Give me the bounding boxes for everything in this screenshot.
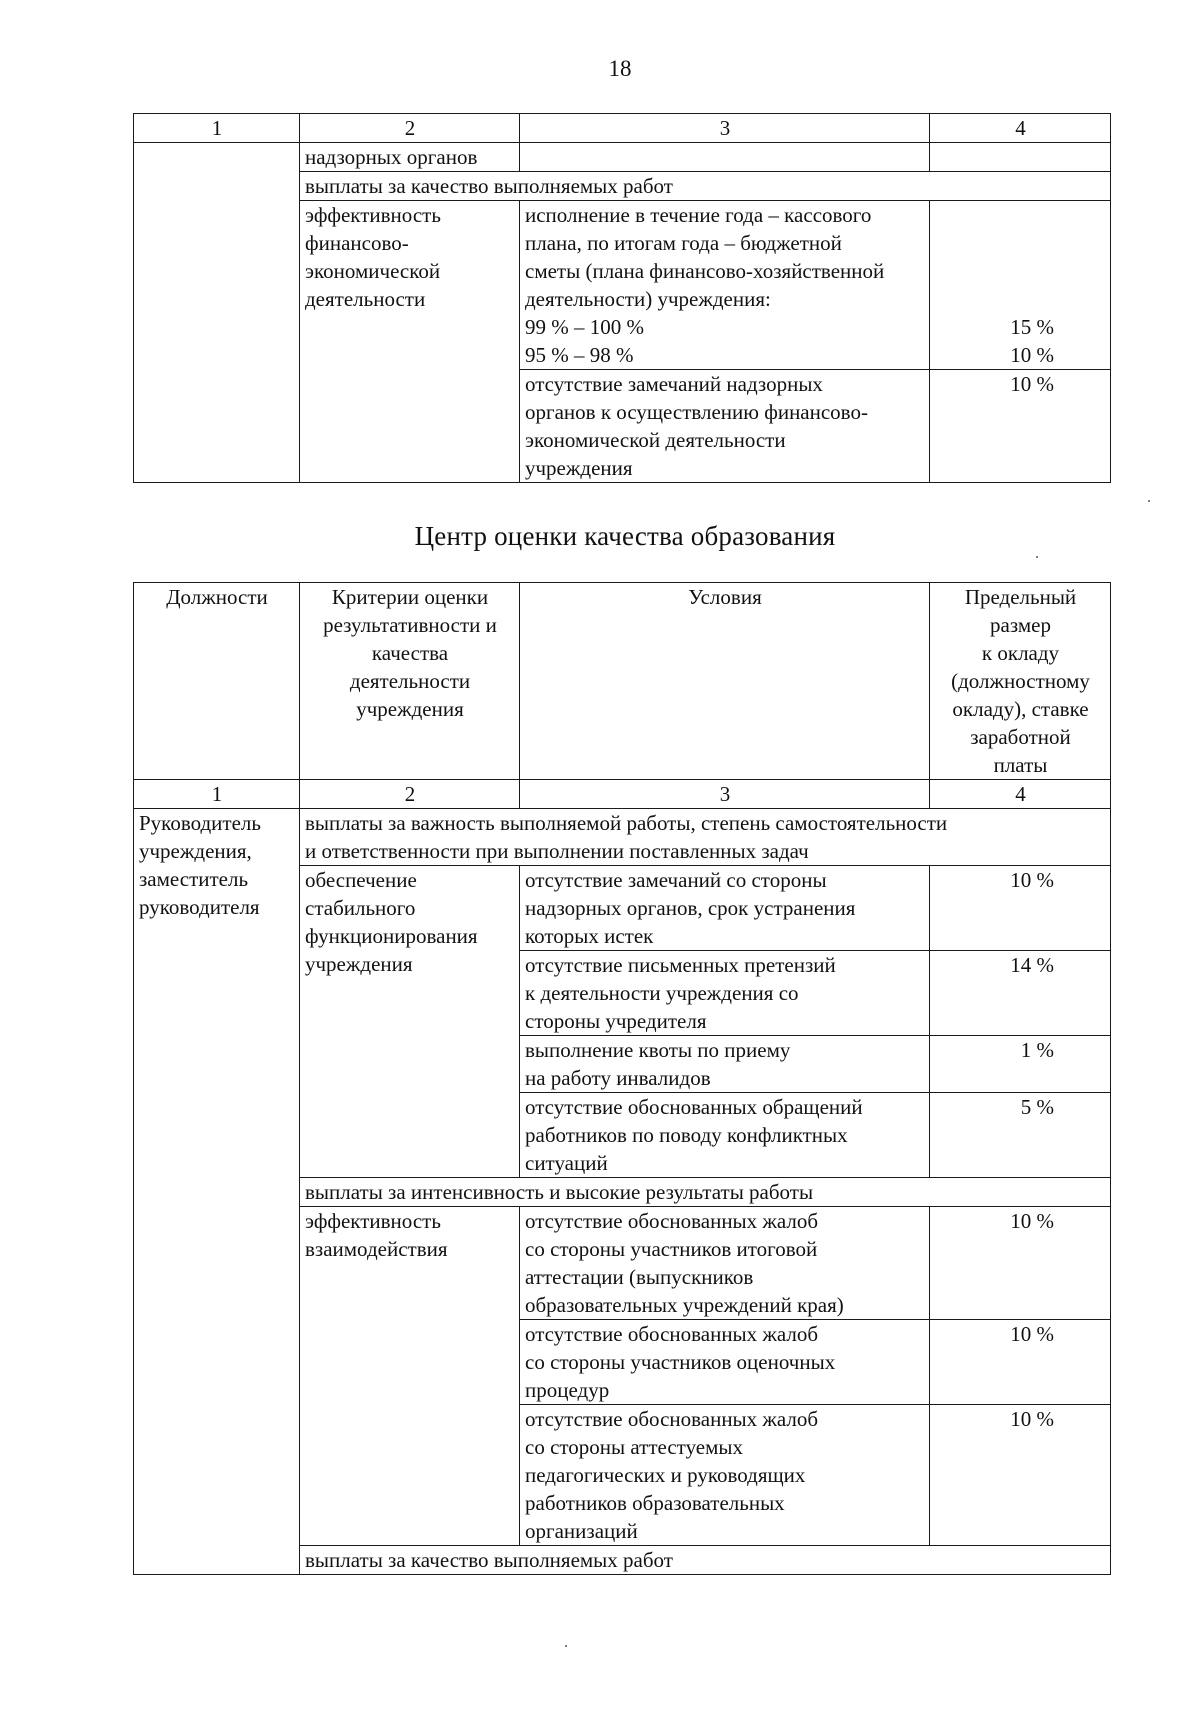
scan-speck	[1148, 500, 1150, 502]
scan-speck	[565, 1645, 567, 1647]
header-criteria: Критерии оценки результативности и качества деятельности учреждения	[300, 583, 520, 780]
condition-cell: исполнение в течение года – кассового плана, по итогам года – бюджетной сметы (плана финансово-хозяйственной деятельности) учреждения: 99 % – 100 % 95 % – 98 %	[520, 201, 930, 370]
column-number-row	[134, 780, 1111, 809]
column-number: 2	[300, 780, 520, 809]
group-title: выплаты за качество выполняемых работ	[300, 1546, 1111, 1575]
group-title: выплаты за важность выполняемой работы, степень самостоятельности и ответственности при выполнении поставленных задач	[300, 809, 1111, 866]
value-cell: 10 %	[930, 370, 1111, 483]
section-title: Центр оценки качества образования	[414, 521, 836, 551]
continuation-table	[133, 113, 1111, 483]
value-cell: 14 %	[930, 951, 1111, 1036]
criteria-cell: эффективность взаимодействия	[300, 1207, 520, 1546]
condition-cell: отсутствие обоснованных жалоб со стороны участников итоговой аттестации (выпускников образовательных учреждений края)	[520, 1207, 930, 1320]
criteria-table	[133, 582, 1111, 1575]
header-conditions: Условия	[520, 583, 930, 780]
value-cell: 15 % 10 %	[930, 201, 1111, 370]
condition-cell: отсутствие обоснованных жалоб со стороны участников оценочных процедур	[520, 1320, 930, 1405]
condition-cell: отсутствие обоснованных жалоб со стороны аттестуемых педагогических и руководящих работников образовательных организаций	[520, 1405, 930, 1546]
column-number: 1	[134, 780, 300, 809]
value-cell: 10 %	[930, 1207, 1111, 1320]
condition-cell: отсутствие замечаний со стороны надзорных органов, срок устранения которых истек	[520, 866, 930, 951]
column-number-row	[134, 114, 1111, 143]
value-cell: 10 %	[930, 866, 1111, 951]
criteria-cell: обеспечение стабильного функционирования учреждения	[300, 866, 520, 1178]
value-cell: 10 %	[930, 1320, 1111, 1405]
condition-cell: отсутствие письменных претензий к деятельности учреждения со стороны учредителя	[520, 951, 930, 1036]
column-number: 4	[930, 114, 1111, 143]
criteria-cell: эффективность финансово- экономической деятельности	[300, 201, 520, 483]
value-cell: 1 %	[930, 1036, 1111, 1093]
position-cell: Руководитель учреждения, заместитель руководителя	[134, 809, 300, 1575]
condition-cell-empty	[520, 143, 930, 172]
value-cell: 5 %	[930, 1093, 1111, 1178]
scan-speck	[1036, 556, 1038, 558]
condition-cell: отсутствие замечаний надзорных органов к осуществлению финансово- экономической деятельности учреждения	[520, 370, 930, 483]
column-number: 2	[300, 114, 520, 143]
header-row	[134, 583, 1111, 780]
condition-cell: отсутствие обоснованных обращений работников по поводу конфликтных ситуаций	[520, 1093, 930, 1178]
value-cell: 10 %	[930, 1405, 1111, 1546]
group-title: выплаты за интенсивность и высокие результаты работы	[300, 1178, 1111, 1207]
header-max-size: Предельный размер к окладу (должностному окладу), ставке заработной платы	[930, 583, 1111, 780]
criteria-cell: надзорных органов	[300, 143, 520, 172]
value-cell-empty	[930, 143, 1111, 172]
group-title-row	[134, 809, 1111, 866]
position-cell-empty	[134, 143, 300, 483]
column-number: 1	[134, 114, 300, 143]
page-number: 18	[608, 56, 632, 81]
column-number: 3	[520, 114, 930, 143]
condition-cell: выполнение квоты по приему на работу инвалидов	[520, 1036, 930, 1093]
column-number: 4	[930, 780, 1111, 809]
table-row	[134, 143, 1111, 172]
group-title: выплаты за качество выполняемых работ	[300, 172, 1111, 201]
column-number: 3	[520, 780, 930, 809]
header-positions: Должности	[134, 583, 300, 780]
